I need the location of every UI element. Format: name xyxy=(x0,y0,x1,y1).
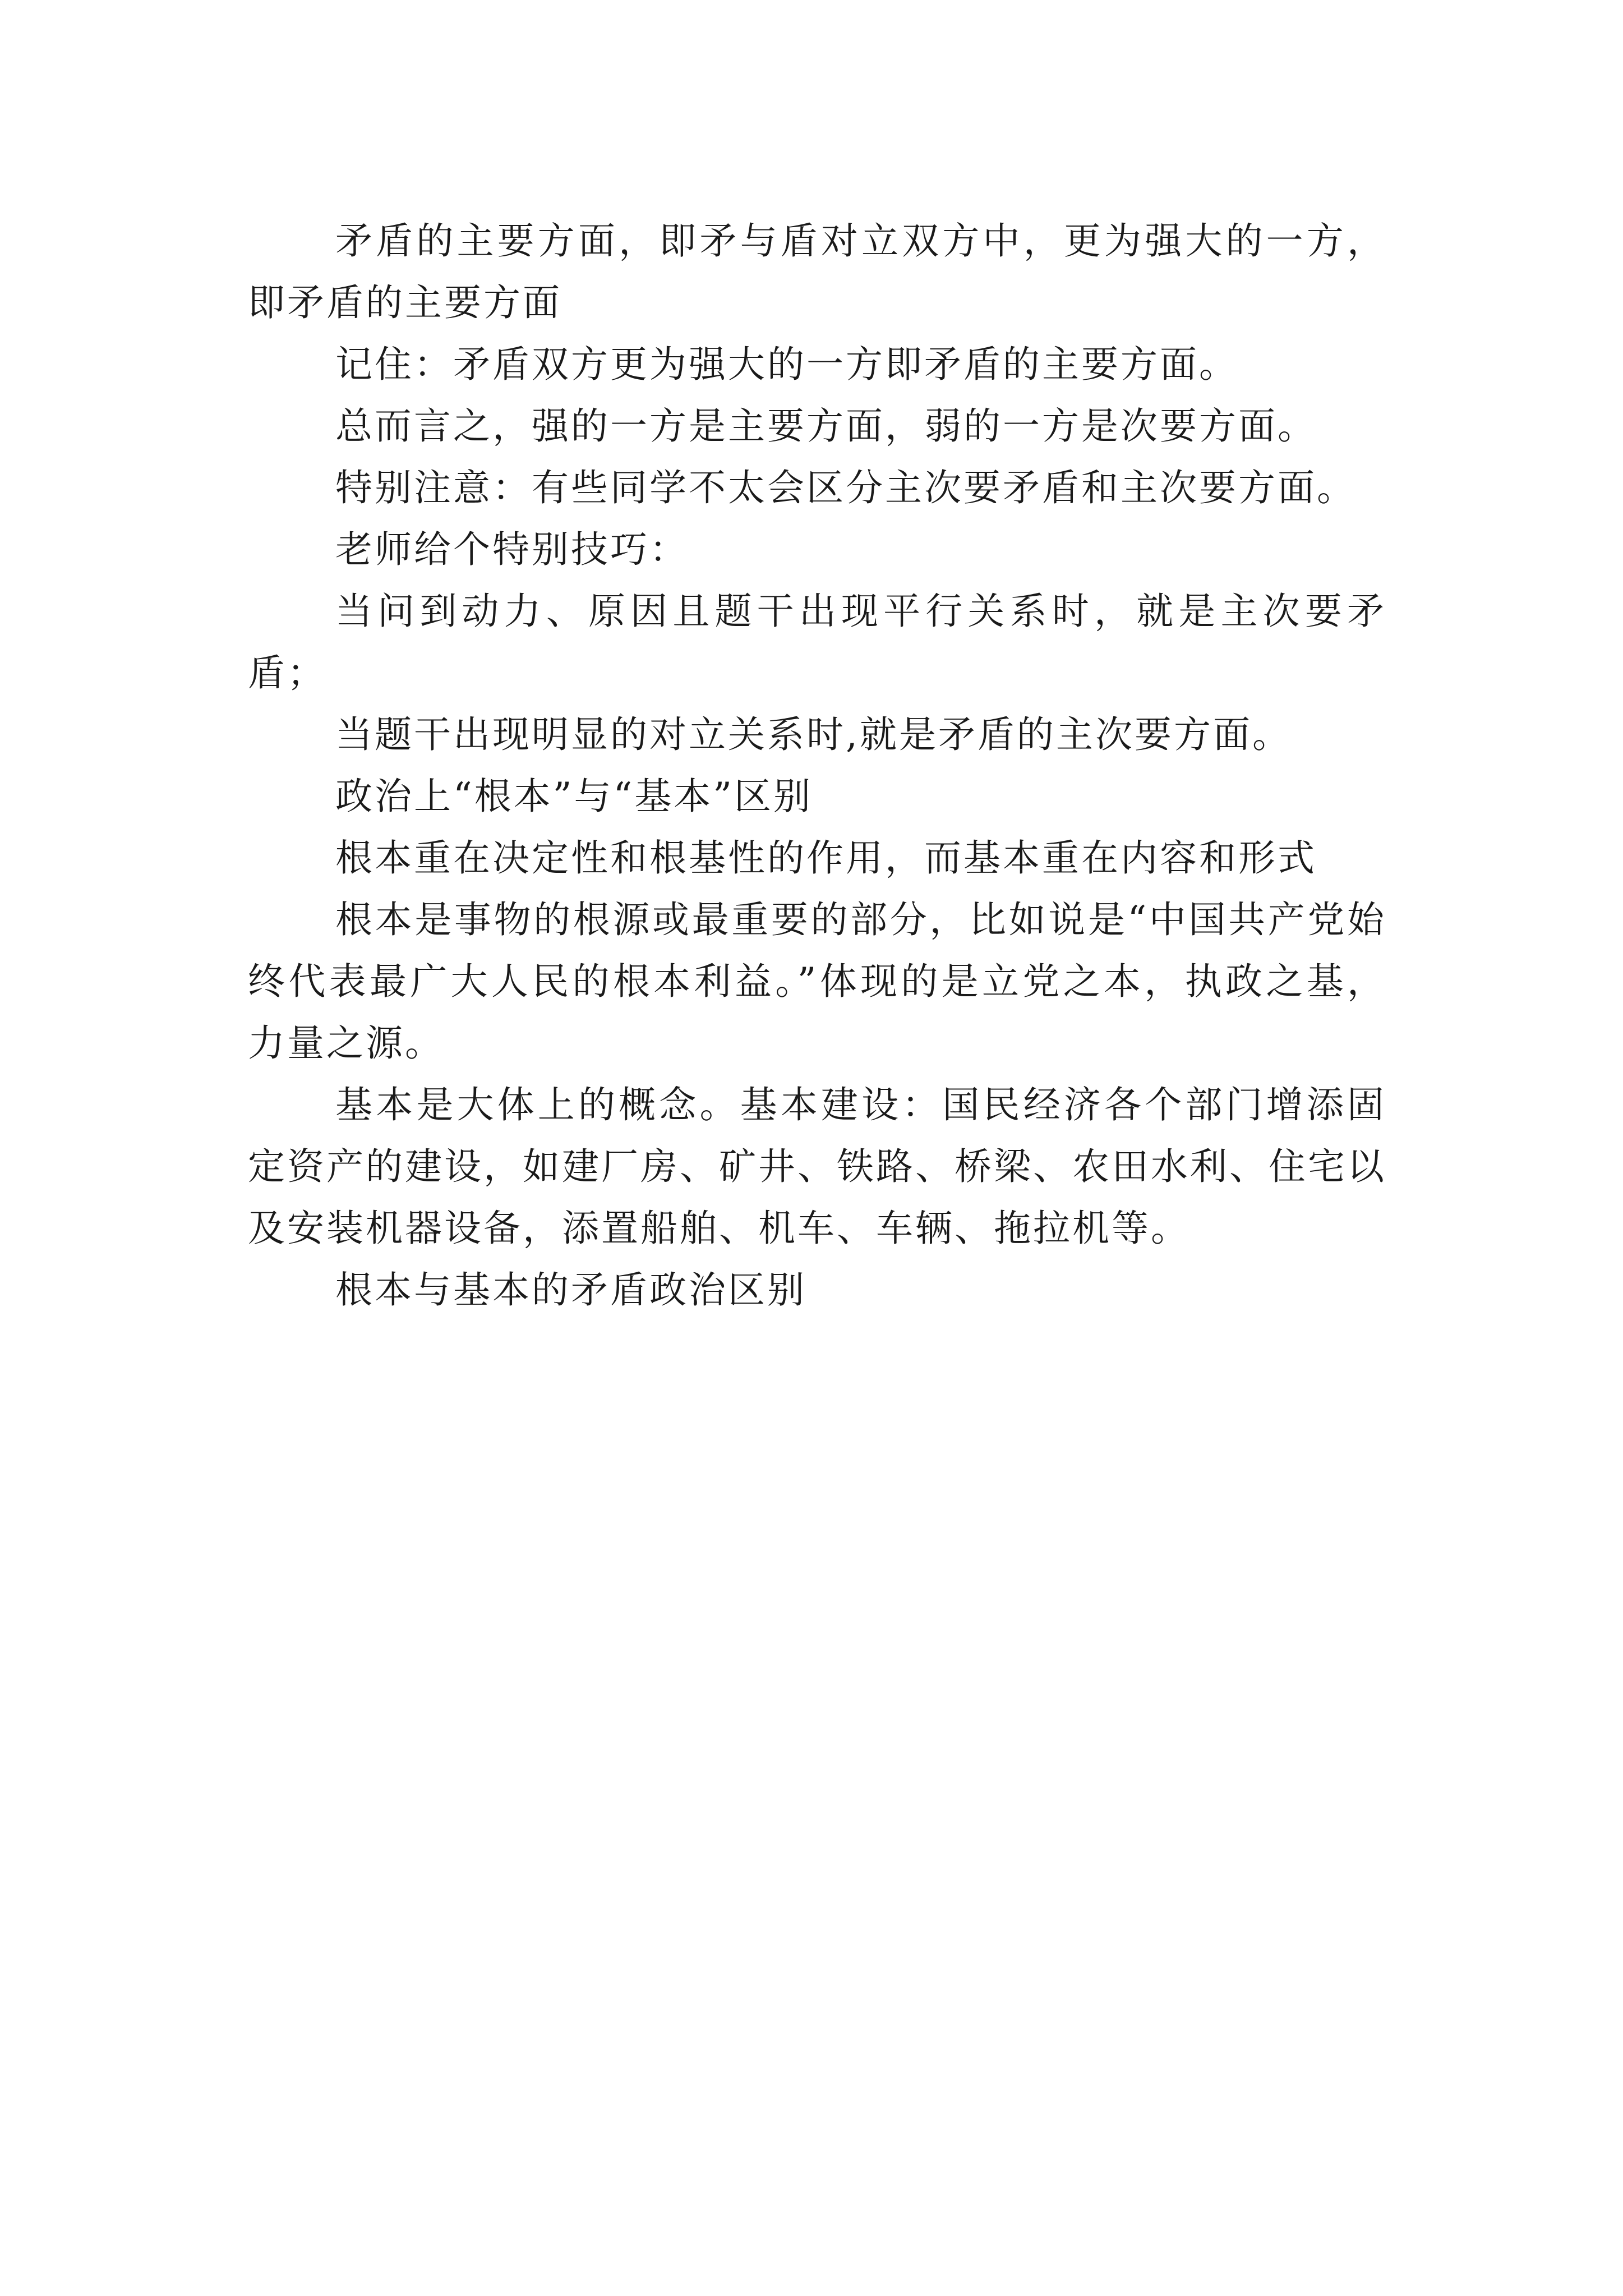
document-body xyxy=(248,210,1386,1321)
paragraph-tip-primary-aspect: 当题干出现明显的对立关系时,就是矛盾的主次要方面。 xyxy=(335,713,1292,756)
paragraph-remember: 记住：矛盾双方更为强大的一方即矛盾的主要方面。 xyxy=(335,343,1238,386)
paragraph-tip-primary-contradiction: 当问到动力、原因且题干出现平行关系时，就是主次要矛盾； xyxy=(248,590,1386,694)
paragraph-closing-heading: 根本与基本的矛盾政治区别 xyxy=(335,1268,806,1312)
paragraph-fundamental-vs-basic: 根本重在决定性和根基性的作用，而基本重在内容和形式 xyxy=(335,836,1317,880)
paragraph-teacher-tip: 老师给个特别技巧： xyxy=(335,528,689,571)
paragraph-fundamental-definition: 根本是事物的根源或最重要的部分，比如说是“中国共产党始终代表最广大人民的根本利益。”体现的是立党之本，执政之基，力量之源。 xyxy=(248,898,1386,1065)
paragraph-basic-definition: 基本是大体上的概念。基本建设：国民经济各个部门增添固定资产的建设，如建厂房、矿井、铁路、桥梁、农田水利、住宅以及安装机器设备，添置船舶、机车、车辆、拖拉机等。 xyxy=(248,1083,1386,1250)
paragraph-summary: 总而言之，强的一方是主要方面，弱的一方是次要方面。 xyxy=(335,404,1317,448)
paragraph-special-note: 特别注意：有些同学不太会区分主次要矛盾和主次要方面。 xyxy=(335,466,1356,509)
paragraph-main-aspect-definition: 矛盾的主要方面，即矛与盾对立双方中，更为强大的一方，即矛盾的主要方面 xyxy=(248,219,1386,324)
paragraph-section-heading: 政治上“根本”与“基本”区别 xyxy=(335,775,813,818)
